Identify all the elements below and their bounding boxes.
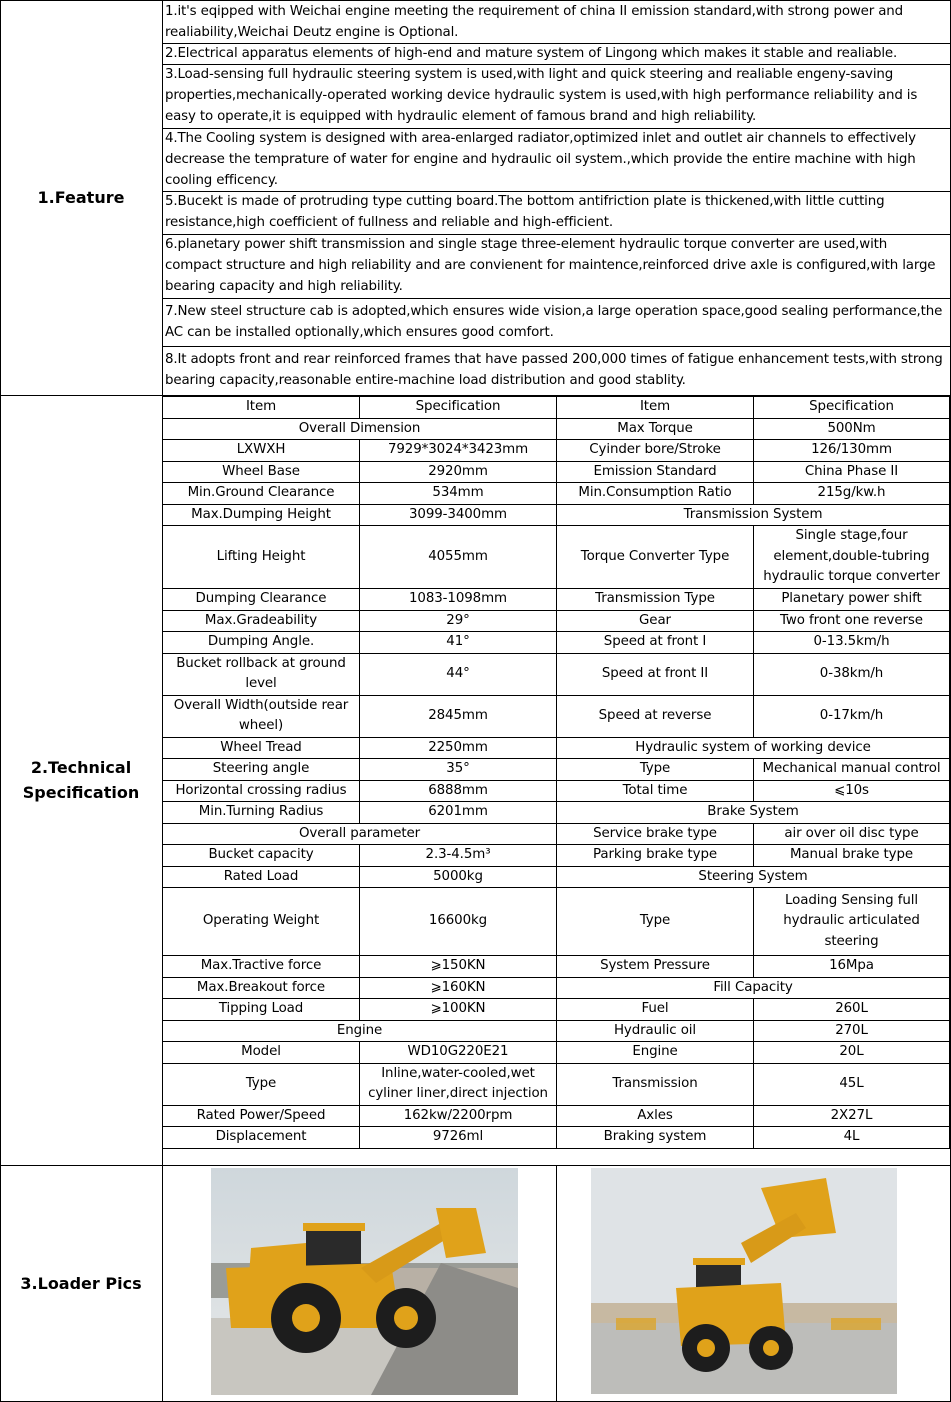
spec-row xyxy=(163,823,950,845)
spec-row xyxy=(163,802,950,824)
spec-cell: 2845mm xyxy=(360,695,557,737)
spec-cell: Wheel Base xyxy=(163,461,360,483)
spec-cell: 270L xyxy=(754,1020,950,1042)
spec-cell: 1083-1098mm xyxy=(360,589,557,611)
feature-item: 6.planetary power shift transmission and single stage three-element hydraulic torque converter are used,with compact structure and high reliability and are convienent for maintence,reinforced drive axle is configured,with large bearing capacity and high reliability. xyxy=(163,235,951,299)
spec-cell: Planetary power shift xyxy=(754,589,950,611)
spec-cell: air over oil disc type xyxy=(754,823,950,845)
spec-cell: Overall Width(outside rear wheel) xyxy=(163,695,360,737)
feature-item: 4.The Cooling system is designed with area-enlarged radiator,optimized inlet and outlet air channels to effectively decrease the temprature of water for engine and hydraulic oil system.,which provide the entire machine with high cooling efficency. xyxy=(163,129,951,192)
loader-photo-2-icon xyxy=(591,1168,897,1394)
spec-cell: Two front one reverse xyxy=(754,610,950,632)
spec-cell: Service brake type xyxy=(557,823,754,845)
loader-photo-right xyxy=(591,1168,897,1394)
spec-cell: 5000kg xyxy=(360,866,557,888)
spec-cell: Operating Weight xyxy=(163,888,360,956)
spec-cell: Tipping Load xyxy=(163,999,360,1021)
spec-cell: 4055mm xyxy=(360,526,557,589)
spec-row xyxy=(163,737,950,759)
spec-header-cell: Item xyxy=(557,397,754,419)
feature-item: 3.Load-sensing full hydraulic steering system is used,with light and quick steering and realiable engeny-saving properties,mechanically-operated working device hydraulic system is used,with high performance reliability and is easy to operate,it is equipped with hydraulic element of famous brand and high reliability. xyxy=(163,65,951,129)
spec-cell: Steering System xyxy=(557,866,950,888)
spec-cell: Max.Breakout force xyxy=(163,977,360,999)
section-label-technical: 2.Technical Specification xyxy=(22,758,140,802)
spec-row xyxy=(163,888,950,956)
spec-cell: Inline,water-cooled,wet cyliner liner,direct injection xyxy=(360,1063,557,1105)
spec-cell: Braking system xyxy=(557,1127,754,1149)
spec-cell: Transmission xyxy=(557,1063,754,1105)
feature-item: 8.It adopts front and rear reinforced frames that have passed 200,000 times of fatigue enhancement tests,with strong bearing capacity,reasonable entire-machine load distribution and good stablity. xyxy=(165,352,943,388)
spec-cell: 126/130mm xyxy=(754,440,950,462)
spec-cell: Overall Dimension xyxy=(163,418,557,440)
spec-cell: 44° xyxy=(360,653,557,695)
spec-row xyxy=(163,695,950,737)
spec-cell: Fuel xyxy=(557,999,754,1021)
spec-cell: Min.Consumption Ratio xyxy=(557,483,754,505)
spec-cell: Fill Capacity xyxy=(557,977,950,999)
feature-item: 5.Bucekt is made of protruding type cutting board.The bottom antifriction plate is thickened,with little cutting resistance,high coefficient of fullness and reliable and high-efficient. xyxy=(163,192,951,235)
spec-cell: Overall parameter xyxy=(163,823,557,845)
spec-cell: System Pressure xyxy=(557,956,754,978)
spec-header-cell: Specification xyxy=(754,397,950,419)
spec-row xyxy=(163,1063,950,1105)
spec-cell: Engine xyxy=(163,1020,557,1042)
spec-cell: ⩾160KN xyxy=(360,977,557,999)
spec-cell: Axles xyxy=(557,1105,754,1127)
spec-cell: Speed at front II xyxy=(557,653,754,695)
spec-row xyxy=(163,1105,950,1127)
spec-cell: 0-38km/h xyxy=(754,653,950,695)
spec-table xyxy=(162,396,950,1149)
spec-cell: Steering angle xyxy=(163,759,360,781)
spec-row xyxy=(163,653,950,695)
spec-cell: Type xyxy=(557,759,754,781)
spec-row xyxy=(163,999,950,1021)
spec-header-row xyxy=(163,397,950,419)
spec-cell: Min.Ground Clearance xyxy=(163,483,360,505)
spec-cell: 35° xyxy=(360,759,557,781)
spec-row xyxy=(163,1127,950,1149)
spec-row xyxy=(163,780,950,802)
spec-row xyxy=(163,526,950,589)
spec-cell: Displacement xyxy=(163,1127,360,1149)
spec-cell: 45L xyxy=(754,1063,950,1105)
spec-cell: Gear xyxy=(557,610,754,632)
spec-row xyxy=(163,483,950,505)
spec-cell: Rated Load xyxy=(163,866,360,888)
feature-item: 7.New steel structure cab is adopted,which ensures wide vision,a large operation space,good sealing performance,the AC can be installed optionally,which ensures good comfort. xyxy=(163,299,951,347)
spec-cell: 4L xyxy=(754,1127,950,1149)
spec-cell: Hydraulic oil xyxy=(557,1020,754,1042)
spec-cell: Speed at front I xyxy=(557,632,754,654)
spec-cell: 215g/kw.h xyxy=(754,483,950,505)
spec-row xyxy=(163,845,950,867)
spec-cell: Total time xyxy=(557,780,754,802)
spec-cell: Min.Turning Radius xyxy=(163,802,360,824)
spec-cell: 20L xyxy=(754,1042,950,1064)
spec-cell: Mechanical manual control xyxy=(754,759,950,781)
spec-cell: Wheel Tread xyxy=(163,737,360,759)
spec-cell: 16Mpa xyxy=(754,956,950,978)
spec-row xyxy=(163,866,950,888)
spec-cell: Model xyxy=(163,1042,360,1064)
spec-cell: Speed at reverse xyxy=(557,695,754,737)
spec-cell: Bucket rollback at ground level xyxy=(163,653,360,695)
spec-cell: Dumping Angle. xyxy=(163,632,360,654)
pics-divider xyxy=(556,1165,557,1402)
spec-cell: 162kw/2200rpm xyxy=(360,1105,557,1127)
spec-cell: Type xyxy=(163,1063,360,1105)
spec-cell: 9726ml xyxy=(360,1127,557,1149)
spec-cell: Torque Converter Type xyxy=(557,526,754,589)
spec-cell: Max.Gradeability xyxy=(163,610,360,632)
spec-cell: Max.Tractive force xyxy=(163,956,360,978)
section-label-pics: 3.Loader Pics xyxy=(20,1274,142,1293)
spec-header-cell: Item xyxy=(163,397,360,419)
spec-cell: Lifting Height xyxy=(163,526,360,589)
spec-cell: Max Torque xyxy=(557,418,754,440)
spec-cell: 2X27L xyxy=(754,1105,950,1127)
spec-row xyxy=(163,632,950,654)
spec-row xyxy=(163,610,950,632)
spec-row xyxy=(163,440,950,462)
spec-row xyxy=(163,461,950,483)
spec-row xyxy=(163,956,950,978)
spec-cell: China Phase II xyxy=(754,461,950,483)
spec-cell: Rated Power/Speed xyxy=(163,1105,360,1127)
spec-row xyxy=(163,504,950,526)
spec-cell: 41° xyxy=(360,632,557,654)
spec-cell: 534mm xyxy=(360,483,557,505)
spec-cell: 6201mm xyxy=(360,802,557,824)
section-label-feature: 1.Feature xyxy=(37,188,125,207)
spec-cell: 500Nm xyxy=(754,418,950,440)
spec-cell: Dumping Clearance xyxy=(163,589,360,611)
spec-cell: ⩽10s xyxy=(754,780,950,802)
spec-row xyxy=(163,977,950,999)
spec-cell: Bucket capacity xyxy=(163,845,360,867)
spec-cell: Brake System xyxy=(557,802,950,824)
loader-photo-1-icon xyxy=(211,1168,518,1395)
spec-cell: 260L xyxy=(754,999,950,1021)
spec-cell: Loading Sensing full hydraulic articulated steering xyxy=(754,888,950,956)
spec-cell: Type xyxy=(557,888,754,956)
spec-cell: 16600kg xyxy=(360,888,557,956)
spec-cell: ⩾150KN xyxy=(360,956,557,978)
spec-cell: 2250mm xyxy=(360,737,557,759)
spec-row xyxy=(163,418,950,440)
spec-cell: WD10G220E21 xyxy=(360,1042,557,1064)
spec-cell: 0-17km/h xyxy=(754,695,950,737)
spec-row xyxy=(163,1042,950,1064)
spec-row xyxy=(163,589,950,611)
spec-cell: Transmission System xyxy=(557,504,950,526)
feature-item: 2.Electrical apparatus elements of high-end and mature system of Lingong which makes it stable and realiable. xyxy=(163,44,951,65)
loader-photo-left xyxy=(211,1168,518,1395)
spec-cell: Transmission Type xyxy=(557,589,754,611)
spec-cell: Manual brake type xyxy=(754,845,950,867)
spec-cell: 0-13.5km/h xyxy=(754,632,950,654)
spec-cell: Max.Dumping Height xyxy=(163,504,360,526)
spec-cell: 29° xyxy=(360,610,557,632)
feature-item: 1.it's eqipped with Weichai engine meeting the requirement of china II emission standard,with strong power and realiability,Weichai Deutz engine is Optional. xyxy=(163,2,951,44)
spec-cell: 3099-3400mm xyxy=(360,504,557,526)
spec-cell: 6888mm xyxy=(360,780,557,802)
spec-cell: 7929*3024*3423mm xyxy=(360,440,557,462)
spec-cell: 2920mm xyxy=(360,461,557,483)
spec-cell: ⩾100KN xyxy=(360,999,557,1021)
spec-row xyxy=(163,1020,950,1042)
spec-cell: Engine xyxy=(557,1042,754,1064)
spec-cell: Hydraulic system of working device xyxy=(557,737,950,759)
spec-cell: Horizontal crossing radius xyxy=(163,780,360,802)
spec-cell: Emission Standard xyxy=(557,461,754,483)
spec-cell: Parking brake type xyxy=(557,845,754,867)
spec-row xyxy=(163,759,950,781)
spec-header-cell: Specification xyxy=(360,397,557,419)
spec-cell: 2.3-4.5m³ xyxy=(360,845,557,867)
spec-cell: Cyinder bore/Stroke xyxy=(557,440,754,462)
spec-cell: Single stage,four element,double-tubring hydraulic torque converter xyxy=(754,526,950,589)
spec-cell: LXWXH xyxy=(163,440,360,462)
